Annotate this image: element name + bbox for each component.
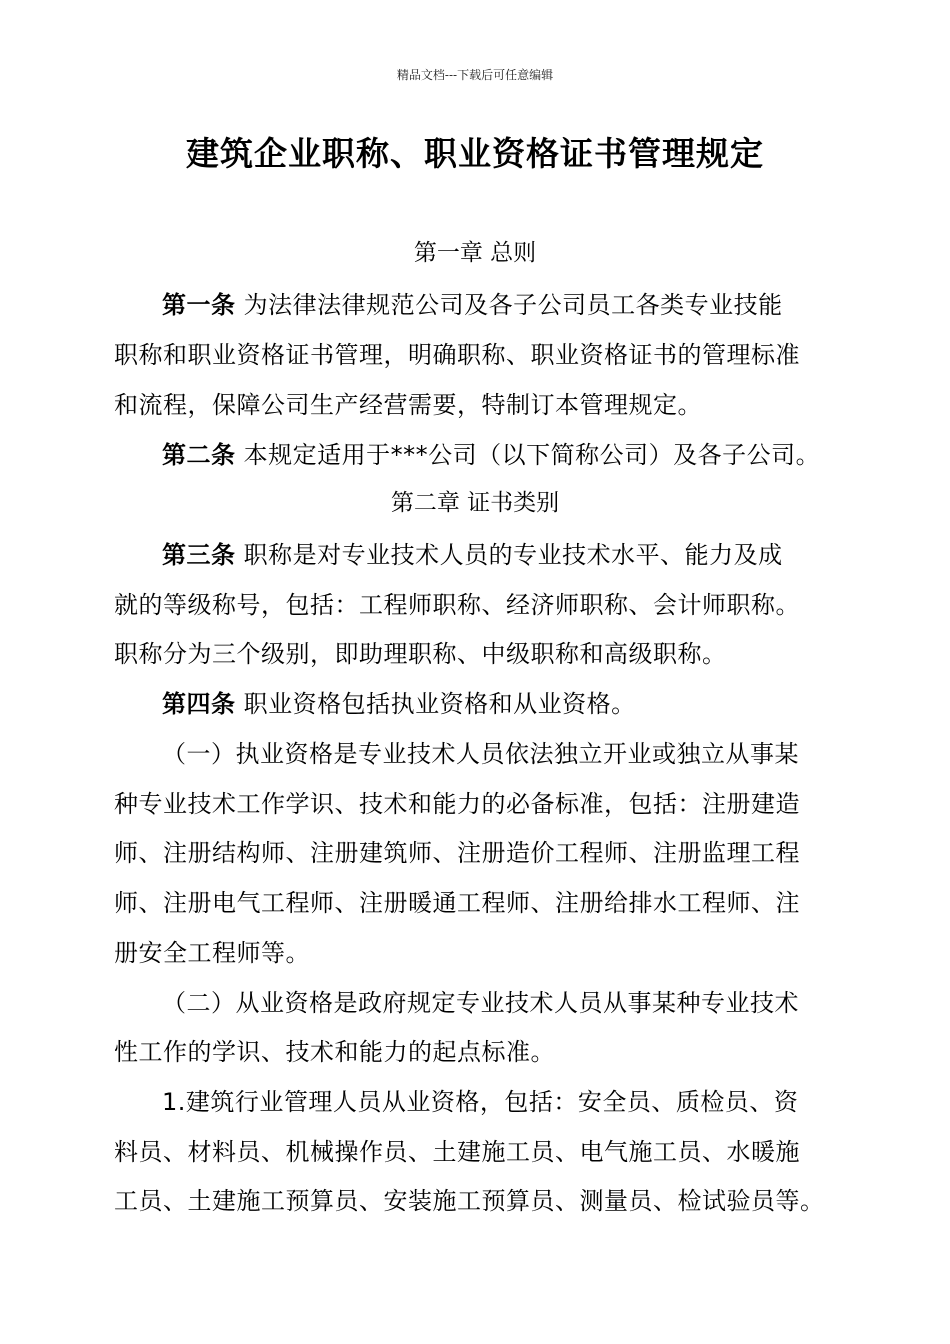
para-1-line-2: 种专业技术工作学识、技术和能力的必备标准，包括：注册建造	[114, 790, 800, 818]
article-3-text: 职称是对专业技术人员的专业技术水平、能力及成	[235, 541, 783, 569]
para-2-line-1: （二）从业资格是政府规定专业技术人员从事某种专业技术	[162, 989, 799, 1017]
article-4-text: 职业资格包括执业资格和从业资格。	[235, 690, 636, 718]
article-1-text: 为法律法律规范公司及各子公司员工各类专业技能	[235, 291, 783, 319]
article-4-line-1	[162, 684, 636, 719]
article-4-label: 第四条	[162, 690, 236, 718]
para-3-line-2: 料员、材料员、机械操作员、土建施工员、电气施工员、水暖施	[114, 1138, 800, 1166]
para-3-line-1: 1.建筑行业管理人员从业资格，包括：安全员、质检员、资	[162, 1088, 799, 1116]
article-3-line-3: 职称分为三个级别，即助理职称、中级职称和高级职称。	[114, 640, 727, 668]
page-header: 精品文档---下载后可任意编辑	[396, 68, 554, 82]
para-1-line-1: （一）执业资格是专业技术人员依法独立开业或独立从事某	[162, 740, 799, 768]
para-2-line-2: 性工作的学识、技术和能力的起点标准。	[114, 1038, 555, 1066]
article-3-label: 第三条	[162, 541, 236, 569]
article-2-text: 本规定适用于***公司（以下简称公司）及各子公司。	[235, 441, 821, 469]
article-3-line-1	[162, 535, 783, 570]
para-3-line-3: 工员、土建施工预算员、安装施工预算员、测量员、检试验员等。	[114, 1187, 825, 1215]
document-title: 建筑企业职称、职业资格证书管理规定	[186, 134, 764, 173]
article-3-line-2: 就的等级称号，包括：工程师职称、经济师职称、会计师职称。	[114, 591, 800, 619]
para-1-line-3: 师、注册结构师、注册建筑师、注册造价工程师、注册监理工程	[114, 839, 800, 867]
article-1-line-2: 职称和职业资格证书管理，明确职称、职业资格证书的管理标准	[114, 341, 800, 369]
article-2-label: 第二条	[162, 441, 236, 469]
chapter-2-heading: 第二章 证书类别	[390, 490, 560, 516]
article-1-line-1	[162, 285, 783, 320]
para-1-line-4: 师、注册电气工程师、注册暖通工程师、注册给排水工程师、注	[114, 889, 800, 917]
para-1-line-5: 册安全工程师等。	[114, 939, 310, 967]
chapter-1-heading: 第一章 总则	[413, 240, 537, 266]
article-1-label: 第一条	[162, 291, 236, 319]
article-2-line-1	[162, 435, 820, 470]
article-1-line-3: 和流程，保障公司生产经营需要，特制订本管理规定。	[114, 391, 702, 419]
